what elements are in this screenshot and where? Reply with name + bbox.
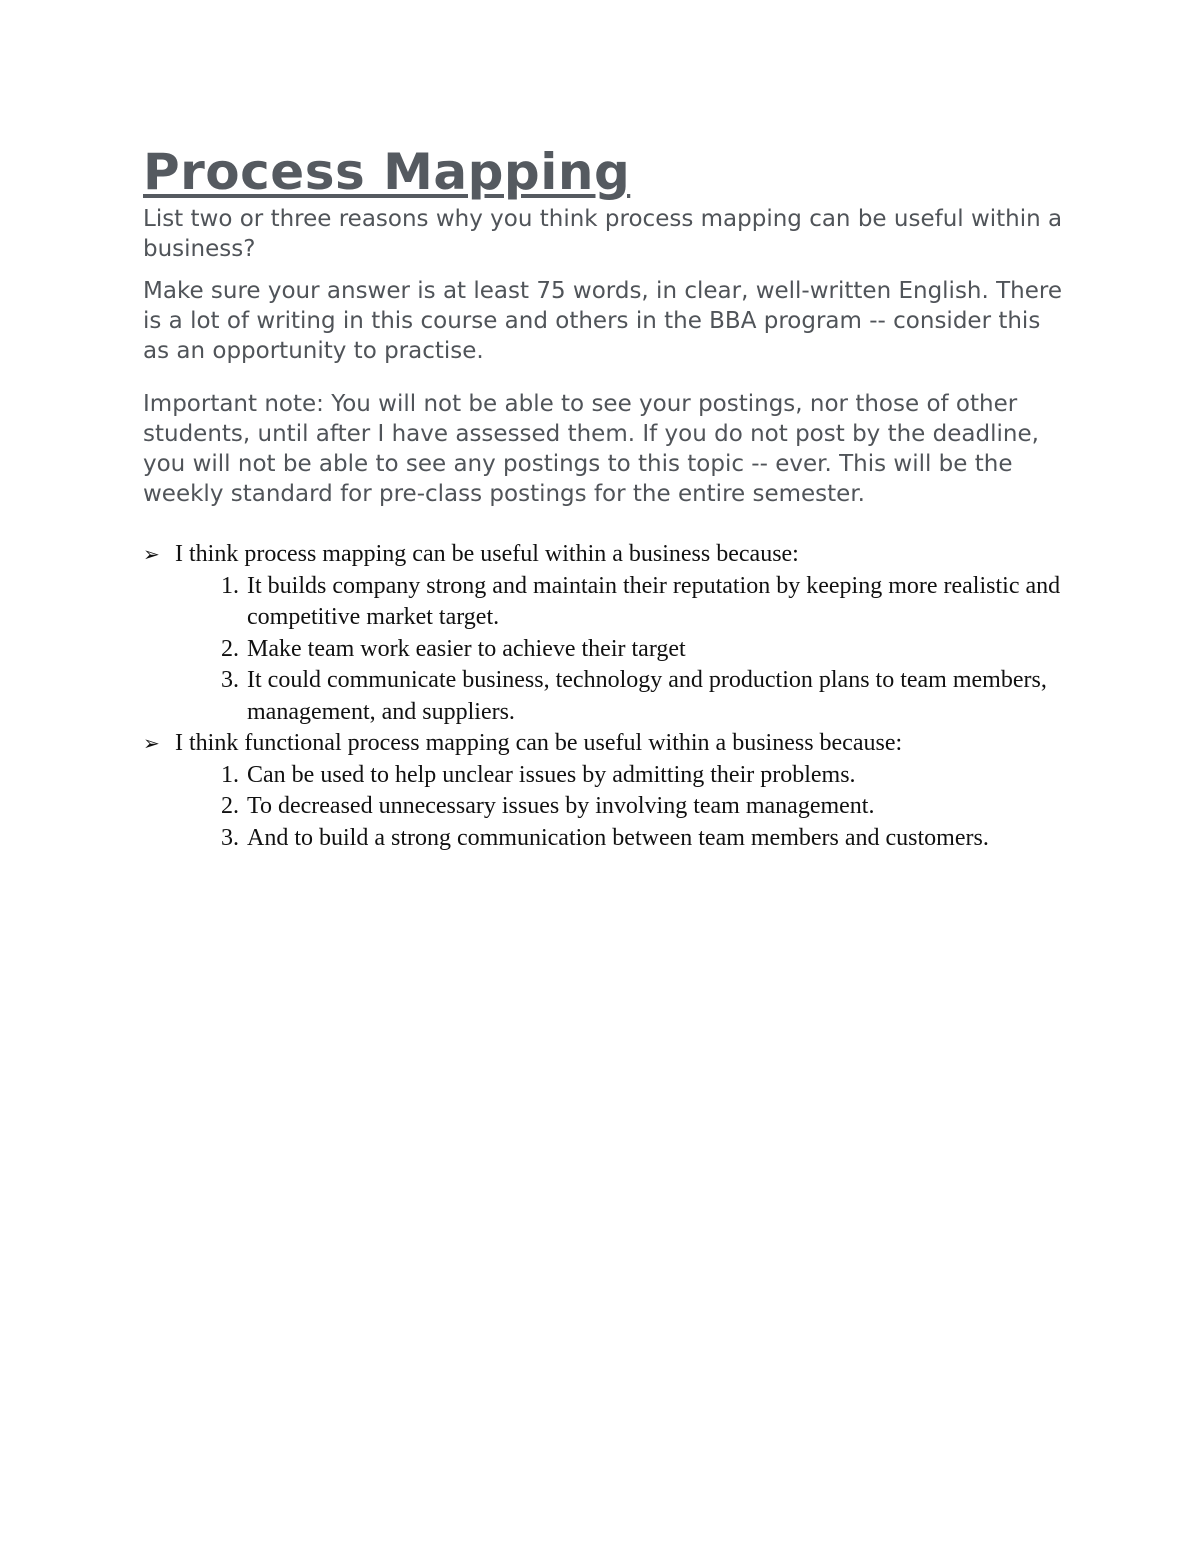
list-item-text: It could communicate business, technology and production plans to team members, management, and suppliers.	[247, 667, 1047, 725]
arrow-bullet-icon: ➢	[143, 731, 160, 755]
answer-bullet-text: I think functional process mapping can be useful within a business because:	[175, 730, 903, 756]
page-title: Process Mapping	[143, 143, 631, 201]
list-item-text: It builds company strong and maintain their reputation by keeping more realistic and competitive market target.	[247, 572, 1061, 630]
assignment-requirement: Make sure your answer is at least 75 words, in clear, well-written English. There is a lot of writing in this course and others in the BBA program -- consider this as an opportunity to practise.	[143, 278, 1063, 364]
list-item	[143, 571, 1073, 634]
answer-bullet	[143, 539, 1073, 728]
list-number: 1.	[221, 761, 239, 788]
answer-bullet-text: I think process mapping can be useful within a business because:	[175, 541, 799, 567]
assignment-question: List two or three reasons why you think process mapping can be useful within a business?	[143, 206, 1063, 262]
answer-bullet	[143, 728, 1073, 854]
answer-section	[143, 539, 1073, 854]
list-number: 3.	[221, 667, 239, 693]
reason-list	[175, 760, 1073, 855]
list-number: 1.	[221, 572, 239, 599]
list-item	[143, 791, 1073, 823]
important-note: Important note: You will not be able to see your postings, nor those of other students, until after I have assessed them. If you do not post by the deadline, you will not be able to see any postings to this topic -- ever. This will be the weekly standard for pre-class postings for the entire semester.	[143, 391, 1039, 507]
list-item	[143, 665, 1073, 728]
list-number: 3.	[221, 824, 239, 851]
list-item	[143, 634, 1073, 666]
arrow-bullet-icon: ➢	[143, 542, 160, 566]
list-number: 2.	[221, 635, 239, 662]
document-page	[143, 140, 1073, 854]
list-item-text: To decreased unnecessary issues by involving team management.	[247, 793, 875, 819]
list-number: 2.	[221, 793, 239, 819]
list-item	[143, 760, 1073, 792]
reason-list	[175, 571, 1073, 729]
list-item-text: Can be used to help unclear issues by admitting their problems.	[247, 761, 856, 788]
list-item	[143, 823, 1073, 855]
list-item-text: Make team work easier to achieve their target	[247, 635, 686, 662]
list-item-text: And to build a strong communication between team members and customers.	[247, 824, 989, 851]
